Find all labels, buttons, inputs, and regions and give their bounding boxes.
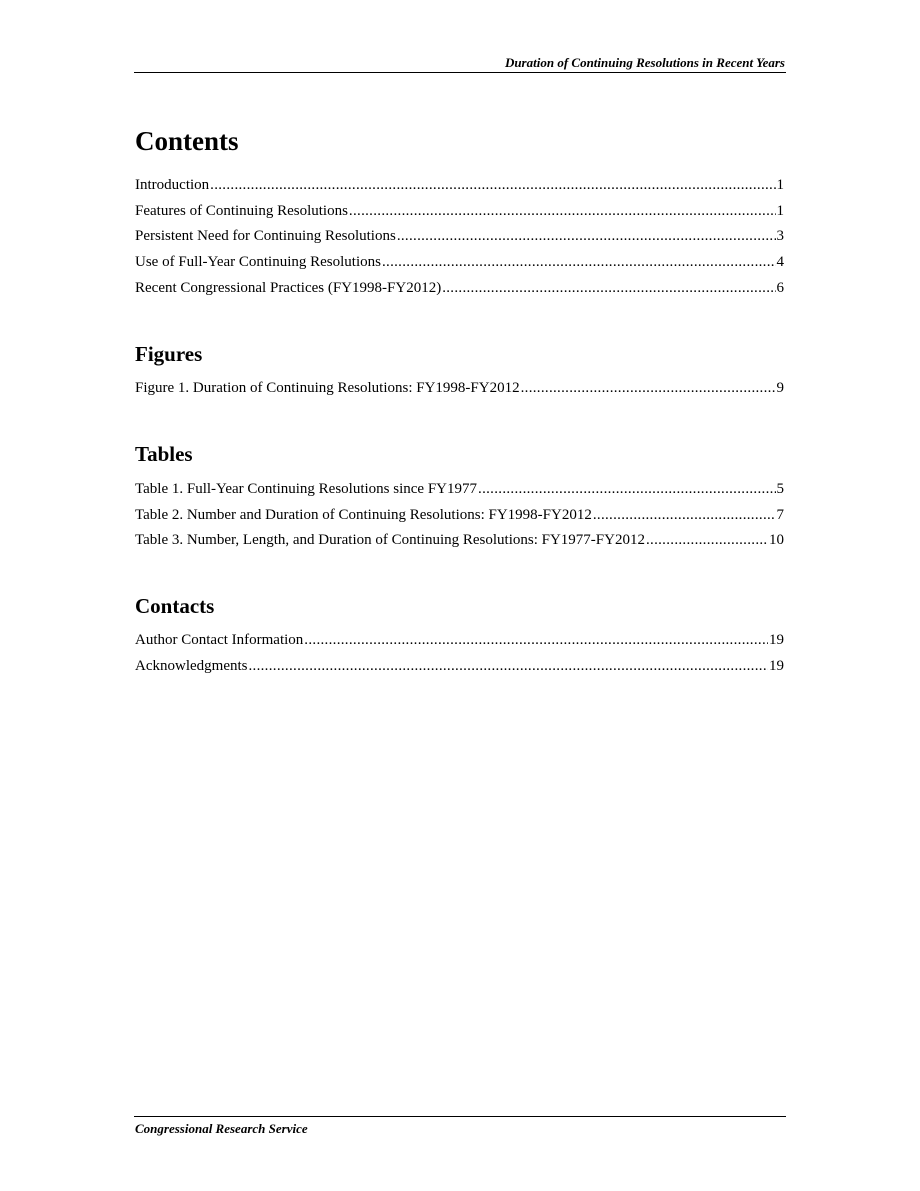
toc-entry-label: Table 2. Number and Duration of Continuing Resolutions: FY1998-FY2012 — [135, 506, 592, 523]
tables-heading: Tables — [135, 442, 193, 466]
dot-leader — [442, 276, 775, 302]
toc-entry-features[interactable] — [135, 199, 784, 225]
toc-entry-label: Author Contact Information — [135, 632, 304, 648]
toc-entry-page: 1 — [776, 202, 784, 219]
toc-entry-persistent-need[interactable] — [135, 224, 784, 250]
toc-entry-page: 10 — [769, 532, 784, 549]
dot-leader — [593, 503, 776, 529]
toc-entry-page: 7 — [776, 506, 784, 523]
toc-entry-label: Table 1. Full-Year Continuing Resolutions since FY1977 — [135, 481, 478, 497]
toc-entry-author-contact[interactable] — [135, 628, 784, 654]
dot-leader — [397, 224, 776, 250]
toc-entry-full-year-use[interactable] — [135, 250, 784, 276]
toc-entry-label: Acknowledgments — [135, 657, 248, 674]
dot-leader — [382, 250, 776, 276]
toc-entry-page: 19 — [769, 632, 784, 648]
running-title: Duration of Continuing Resolutions in Recent Years — [504, 55, 785, 70]
figures-list — [135, 376, 784, 402]
dot-leader — [210, 173, 775, 199]
figures-heading: Figures — [135, 342, 203, 366]
toc-entry-page: 1 — [776, 177, 784, 193]
toc-entry-label: Introduction — [135, 177, 210, 193]
toc-entry-table-2[interactable] — [135, 503, 784, 529]
toc-entry-page: 19 — [769, 657, 784, 674]
contacts-list — [135, 628, 784, 679]
dot-leader — [478, 477, 775, 503]
toc-entry-acknowledgments[interactable] — [135, 654, 784, 680]
contacts-heading: Contacts — [135, 594, 215, 618]
toc-entry-page: 5 — [776, 481, 784, 497]
toc-entry-label: Use of Full-Year Continuing Resolutions — [135, 254, 381, 271]
toc-entry-page: 4 — [776, 254, 784, 271]
toc-entry-label: Persistent Need for Continuing Resolutions — [135, 228, 396, 245]
toc-entry-label: Figure 1. Duration of Continuing Resolutions: FY1998-FY2012 — [135, 380, 520, 396]
page-header — [134, 56, 786, 73]
publisher-name: Congressional Research Service — [135, 1121, 308, 1136]
dot-leader — [248, 654, 768, 680]
dot-leader — [646, 528, 768, 554]
toc-entry-introduction[interactable] — [135, 173, 784, 199]
dot-leader — [349, 199, 776, 225]
dot-leader — [521, 376, 776, 402]
tables-list — [135, 477, 784, 554]
toc-entry-page: 6 — [776, 279, 784, 296]
toc-entry-table-3[interactable] — [135, 528, 784, 554]
toc-entry-recent-practices[interactable] — [135, 276, 784, 302]
toc-entry-label: Table 3. Number, Length, and Duration of Continuing Resolutions: FY1977-FY2012 — [135, 532, 645, 549]
toc-entry-page: 9 — [776, 380, 784, 396]
toc-entry-label: Features of Continuing Resolutions — [135, 202, 348, 219]
contents-list — [135, 173, 784, 301]
dot-leader — [304, 628, 768, 654]
contents-heading: Contents — [135, 126, 239, 156]
page-footer — [134, 1116, 786, 1136]
toc-entry-label: Recent Congressional Practices (FY1998-FY2012) — [135, 279, 442, 296]
toc-entry-page: 3 — [776, 228, 784, 245]
toc-entry-table-1[interactable] — [135, 477, 784, 503]
toc-entry-figure-1[interactable] — [135, 376, 784, 402]
